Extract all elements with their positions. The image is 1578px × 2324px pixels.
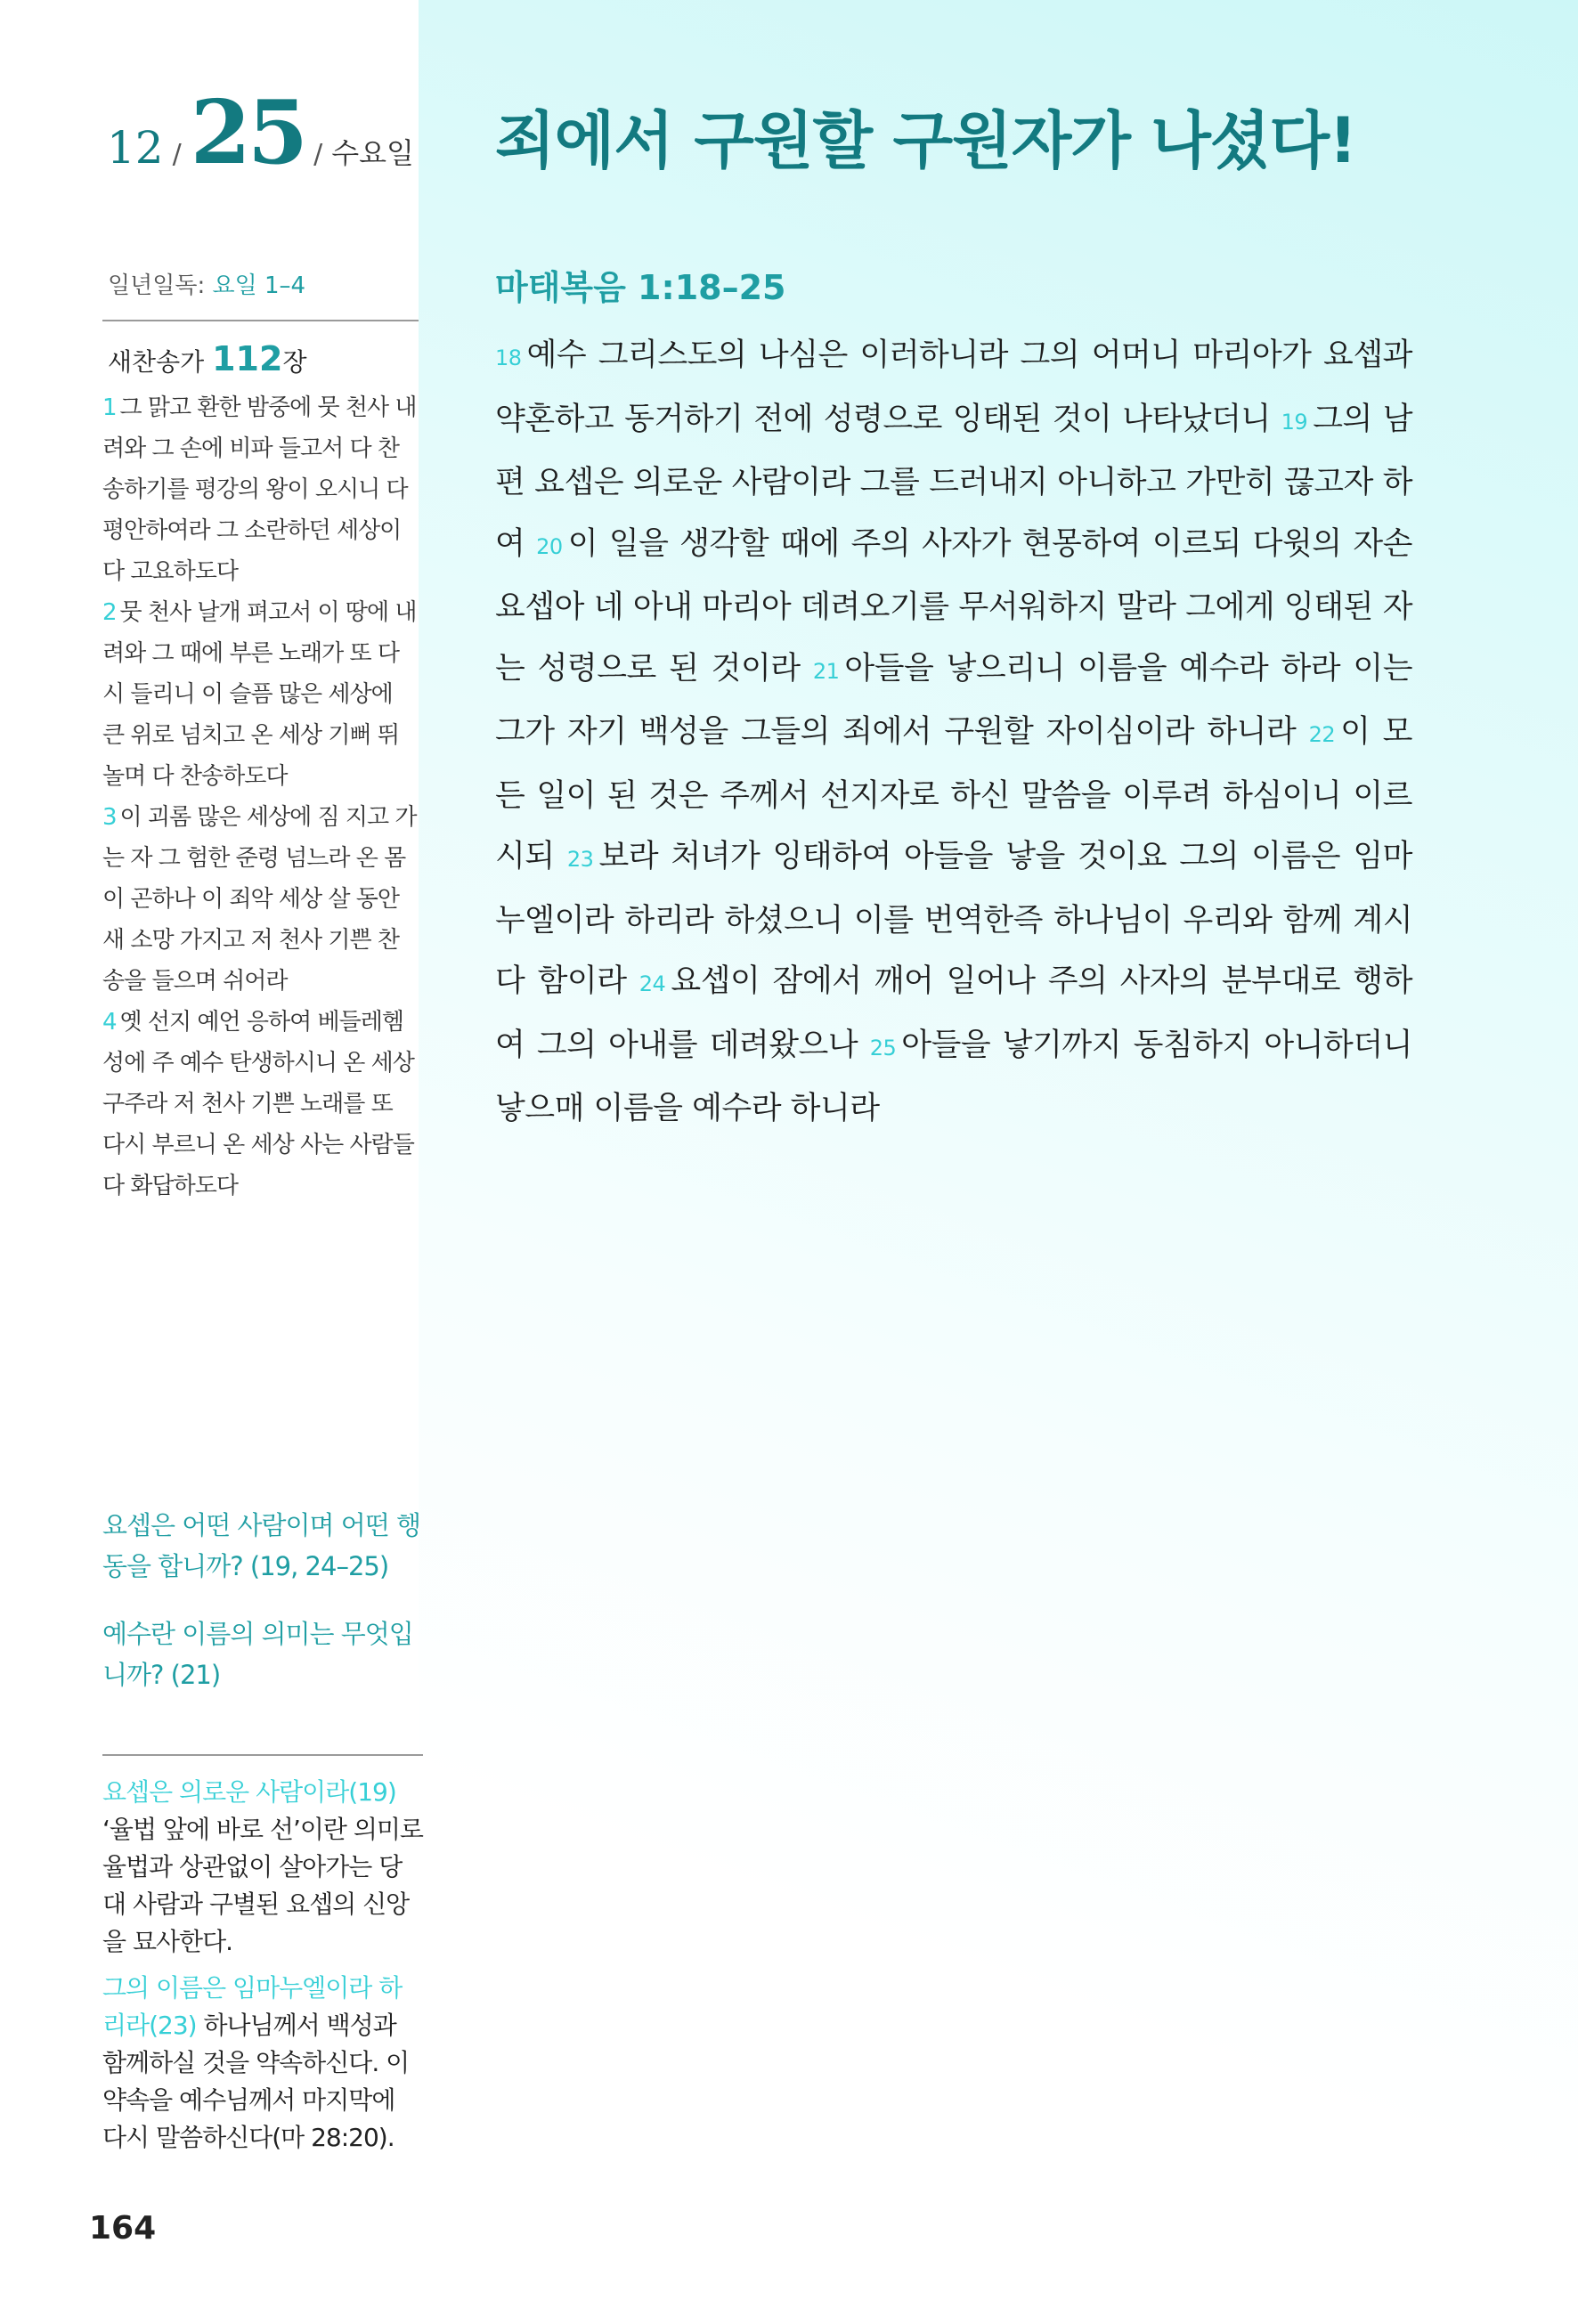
commentary-notes [102, 1754, 423, 2166]
hymn-verse-number: 2 [102, 599, 117, 626]
yearly-reading-label: 일년일독: [108, 272, 206, 299]
date-weekday: 수요일 [331, 136, 414, 170]
verse-number: 21 [812, 658, 840, 684]
hymn-suffix: 장 [282, 347, 307, 377]
verse-text: 아들을 낳으리니 이름을 예수라 하라 이는 그가 자기 백성을 그들의 죄에서 구원할 자이심이라 하니라 [495, 650, 1412, 750]
verse-number: 18 [495, 345, 522, 370]
hymn-verse [102, 592, 419, 797]
commentary-highlight: 요셉은 의로운 사람이라(19) [102, 1777, 396, 1807]
scripture-reference: 마태복음 1:18–25 [495, 268, 786, 307]
hymn-verse-number: 4 [102, 1009, 117, 1036]
verse-number: 23 [566, 847, 594, 872]
divider [102, 1754, 423, 1756]
date-month: 12 [107, 122, 164, 174]
verse-text: 이 일을 생각할 때에 주의 사자가 현몽하여 이르되 다윗의 자손 요셉아 네 아내 마리아 데려오기를 무서워하지 말라 그에게 잉태된 자는 성령으로 된 것이라 [495, 525, 1412, 687]
page-number: 164 [89, 2210, 157, 2247]
hymn-verse-text: 그 맑고 환한 밤중에 뭇 천사 내려와 그 손에 비파 들고서 다 찬송하기를 평강의 왕이 오시니 다 평안하여라 그 소란하던 세상이 다 고요하도다 [102, 394, 417, 585]
date-day: 25 [190, 82, 305, 184]
commentary-note [102, 1774, 423, 1961]
sidebar [102, 267, 419, 1207]
commentary-highlight: 그의 이름은 임마누엘이라 하리라(23) [102, 1973, 403, 2040]
verse-text: 이 모든 일이 된 것은 주께서 선지자로 하신 말씀을 이루려 하심이니 이르시되 [495, 714, 1412, 874]
hymn-verse-number: 1 [102, 394, 117, 421]
reflection-questions [102, 1505, 423, 1722]
hymn-verse [102, 797, 419, 1002]
verse-number: 20 [536, 533, 563, 559]
hymn-verse [102, 387, 419, 592]
divider [102, 320, 419, 321]
hymn-verse-text: 뭇 천사 날개 펴고서 이 땅에 내려와 그 때에 부른 노래가 또 다시 들리니 이 슬픔 많은 세상에 큰 위로 넘치고 온 세상 기뻐 뛰놀며 다 찬송하도다 [102, 599, 417, 790]
verse-text: 보라 처녀가 잉태하여 아들을 낳을 것이요 그의 이름은 임마누엘이라 하리라 하셨으니 이를 번역한즉 하나님이 우리와 함께 계시다 함이라 [495, 839, 1412, 999]
hymn-lyrics [102, 387, 419, 1207]
commentary-text: ‘율법 앞에 바로 선’이란 의미로 율법과 상관없이 살아가는 당대 사람과 구별된 요셉의 신앙을 묘사한다. [102, 1815, 423, 1956]
reflection-question: 요셉은 어떤 사람이며 어떤 행동을 합니까? (19, 24–25) [102, 1510, 421, 1581]
hymn-verse-text: 이 괴롬 많은 세상에 짐 지고 가는 자 그 험한 준령 넘느라 온 몸이 곤하나 이 죄악 세상 살 동안 새 소망 가지고 저 천사 기쁜 찬송을 들으며 쉬어라 [102, 804, 417, 995]
scripture-passage [495, 325, 1412, 1140]
yearly-reading [108, 267, 419, 300]
verse-text: 요셉이 잠에서 깨어 일어나 주의 사자의 분부대로 행하여 그의 아내를 데려왔으나 [495, 963, 1413, 1063]
hymn-prefix: 새찬송가 [108, 347, 205, 377]
hymn-heading [108, 339, 419, 378]
reflection-question: 예수란 이름의 의미는 무엇입니까? (21) [102, 1619, 413, 1690]
verse-number: 24 [639, 971, 666, 996]
page-title: 죄에서 구원할 구원자가 나셨다! [495, 104, 1357, 177]
yearly-reading-value: 요일 1–4 [212, 272, 306, 299]
hymn-verse-text: 옛 선지 예언 응하여 베들레헴 성에 주 예수 탄생하시니 온 세상 구주라 저 천사 기쁜 노래를 또 다시 부르니 온 세상 사는 사람들 다 화답하도다 [102, 1009, 414, 1199]
hymn-verse-number: 3 [102, 804, 117, 831]
date-header [107, 82, 414, 184]
hymn-number: 112 [212, 339, 283, 378]
hymn-verse [102, 1002, 419, 1207]
date-separator: / [313, 139, 323, 170]
verse-number: 19 [1281, 409, 1308, 435]
verse-number: 25 [869, 1035, 897, 1060]
verse-text: 예수 그리스도의 나심은 이러하니라 그의 어머니 마리아가 요셉과 약혼하고 동거하기 전에 성령으로 잉태된 것이 나타났더니 [495, 337, 1412, 437]
verse-number: 22 [1308, 722, 1336, 747]
date-separator: / [172, 139, 182, 170]
verse-text: 아들을 낳기까지 동침하지 아니하더니 낳으매 이름을 예수라 하니라 [495, 1027, 1412, 1126]
commentary-text: 하나님께서 백성과 함께하실 것을 약속하신다. 이 약속을 예수님께서 마지막에 다시 말씀하신다(마 28:20). [102, 2011, 410, 2152]
commentary-note [102, 1970, 423, 2157]
verse-text: 그의 남편 요셉은 의로운 사람이라 그를 드러내지 아니하고 가만히 끊고자 하여 [495, 401, 1413, 562]
